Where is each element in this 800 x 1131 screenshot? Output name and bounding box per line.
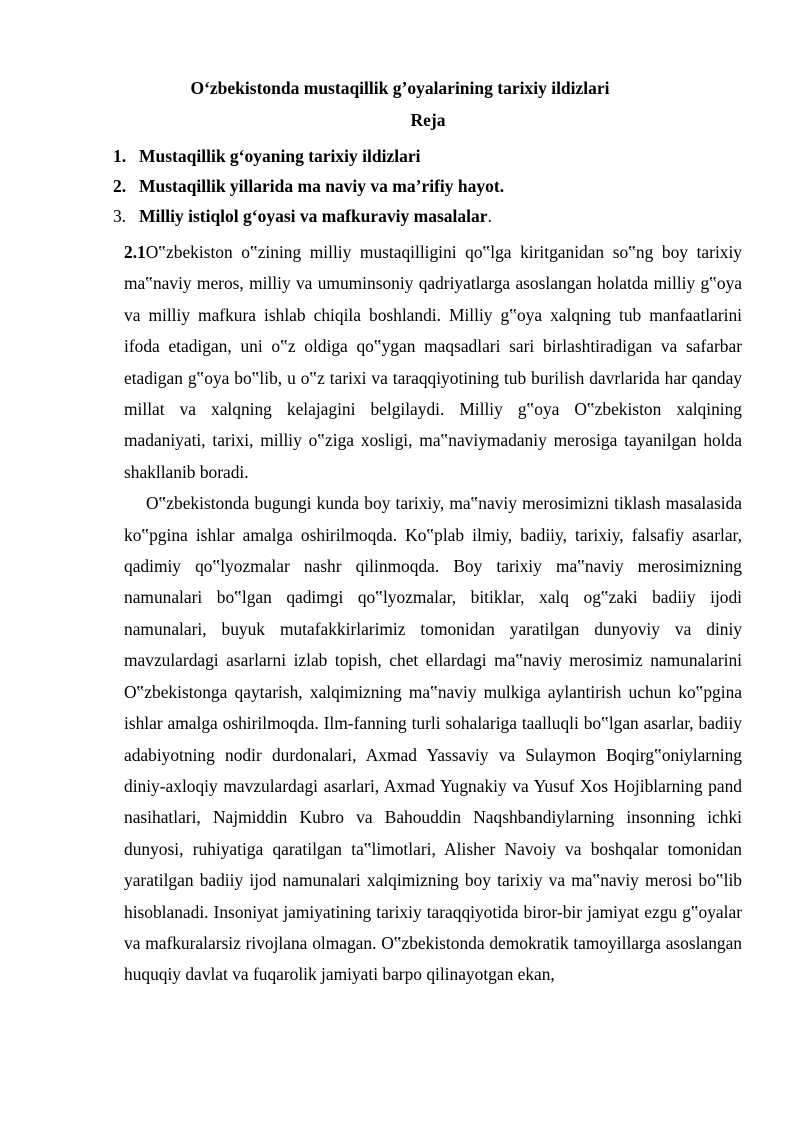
plan-item [113, 201, 504, 231]
plan-item [113, 171, 504, 201]
paragraph-text: O‟zbekiston o‟zining milliy mustaqilligini qo‟lga kiritganidan so‟ng boy tarixiy ma‟naviy meros, milliy va umuminsoniy qadriyatlarga asoslangan holatda milliy g‟oya va milliy mafkura ishlab chiqila boshlandi. Milliy g‟oya xalqning tub manfaatlarini ifoda etadigan, uni o‟z oldiga qo‟ygan maqsadlari sari birlashtiradigan va safarbar etadigan g‟oya bo‟lib, u o‟z tarixi va taraqqiyotining tub burilish davrlarida har qanday millat va xalqning kelajagini belgilaydi. Milliy g‟oya O‟zbekiston xalqining madaniyati, tarixi, milliy o‟ziga xosligi, ma‟naviymadaniy merosiga tayanilgan holda shakllanib boradi. [124, 242, 742, 482]
section-number: 2.1 [124, 242, 146, 262]
plan-item-number: 3. [113, 206, 127, 226]
plan-list [113, 141, 504, 231]
plan-item-text: Mustaqillik yillarida ma naviy va ma’rifiy hayot. [139, 176, 505, 196]
paragraph [124, 488, 742, 991]
paragraph-text: O‟zbekistonda bugungi kunda boy tarixiy, ma‟naviy merosimizni tiklash masalasida ko‟pgina ishlar amalga oshirilmoqda. Ko‟plab ilmiy, badiiy, tarixiy, falsafiy asarlar, qadimiy qo‟lyozmalar nashr qilinmoqda. Boy tarixiy ma‟naviy merosimizning namunalari bo‟lgan qadimgi qo‟lyozmalar, bitiklar, xalq og‟zaki badiiy ijodi namunalari, buyuk mutafakkirlarimiz tomonidan yaratilgan dunyoviy va diniy mavzulardagi asarlarni izlab topish, chet ellardagi ma‟naviy merosimiz namunalarini O‟zbekistonga qaytarish, xalqimizning ma‟naviy mulkiga aylantirish uchun ko‟pgina ishlar amalga oshirilmoqda. Ilm-fanning turli sohalariga taalluqli bo‟lgan asarlar, badiiy adabiyotning nodir durdonalari, Axmad Yassaviy va Sulaymon Boqirg‟oniylarning diniy-axloqiy mavzulardagi asarlari, Axmad Yugnakiy va Yusuf Xos Hojiblarning pand nasihatlari, Najmiddin Kubro va Bahouddin Naqshbandiylarning insonning ichki dunyosi, ruhiyatiga qaratilgan ta‟limotlari, Alisher Navoiy va boshqalar tomonidan yaratilgan badiiy ijod namunalari xalqimizning boy tarixiy va ma‟naviy merosi bo‟lib hisoblanadi. Insoniyat jamiyatining tarixiy taraqqiyotida biror-bir jamiyat ezgu g‟oyalar va mafkuralarsiz rivojlana olmagan. O‟zbekistonda demokratik tamoyillarga asoslangan huquqiy davlat va fuqarolik jamiyati barpo qilinayotgan ekan, [124, 493, 742, 985]
plan-item-suffix: . [487, 206, 492, 226]
paragraph [124, 237, 742, 488]
plan-item [113, 141, 504, 171]
plan-item-text: Mustaqillik g‘oyaning tarixiy ildizlari [139, 146, 421, 166]
document-body [124, 237, 742, 991]
plan-item-number: 1. [113, 146, 127, 166]
plan-heading: Reja [410, 110, 446, 130]
plan-item-text: Milliy istiqlol g‘oyasi va mafkuraviy masalalar [139, 206, 488, 226]
document-title: O‘zbekistonda mustaqillik g’oyalarining tarixiy ildizlari [190, 78, 610, 98]
plan-item-number: 2. [113, 176, 127, 196]
